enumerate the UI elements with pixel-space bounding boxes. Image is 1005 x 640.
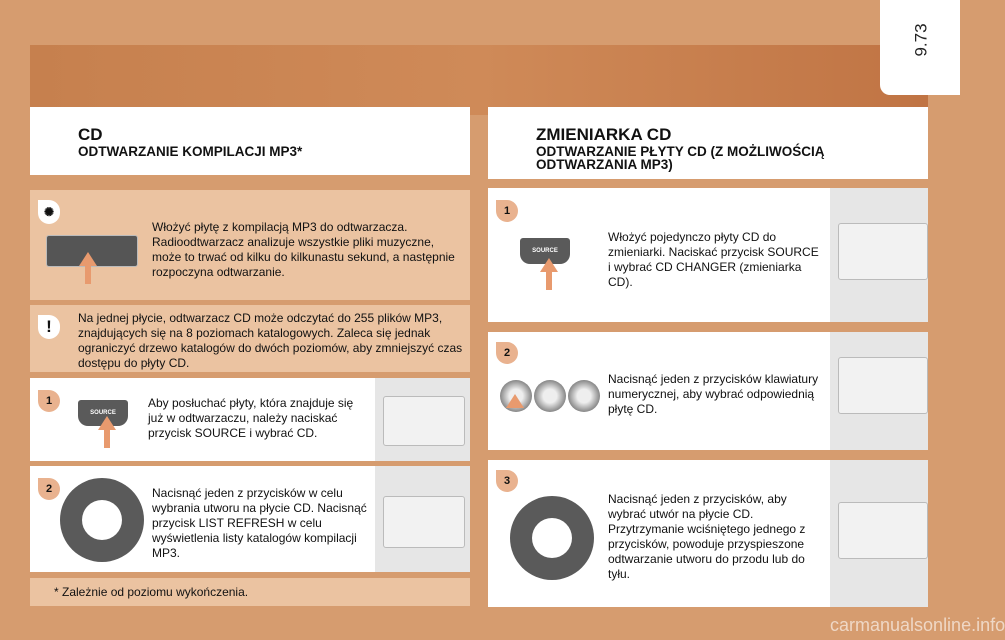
- number-button-icon: [534, 380, 566, 412]
- left-header: [30, 107, 470, 175]
- right-header: [488, 107, 928, 179]
- left-step-2: [30, 466, 470, 572]
- watermark: carmanualsonline.info: [830, 615, 1005, 635]
- radio-image: [375, 466, 470, 572]
- tip-box: [30, 190, 470, 300]
- sun-icon: ✺: [38, 200, 60, 224]
- navigation-pad-icon: [60, 478, 144, 562]
- header-band: [30, 45, 928, 115]
- step-badge: 2: [496, 342, 518, 364]
- step-badge: 1: [496, 200, 518, 222]
- arrow-stem: [546, 272, 552, 290]
- step-text: Włożyć pojedynczo płyty CD do zmieniarki. Naciskać przycisk SOURCE i wybrać CD CHANGER (zmieniarka CD).: [608, 230, 819, 289]
- arrow-stem: [104, 430, 110, 448]
- step-text: Nacisnąć jeden z przycisków, aby wybrać utwór na płycie CD. Przytrzymanie wciśniętego jednego z przycisków, powoduje przyspieszone odtwarzanie utworu do przodu lub do tyłu.: [608, 492, 806, 581]
- step-badge: 1: [38, 390, 60, 412]
- section-subtitle: ODTWARZANIE PŁYTY CD (Z MOŻLIWOŚCIĄ ODTWARZANIA MP3): [536, 144, 825, 172]
- step-text: Nacisnąć jeden z przycisków w celu wybrania utworu na płycie CD. Nacisnąć przycisk LIST REFRESH w celu wyświetlenia listy katalogów kompilacji MP3.: [152, 486, 367, 560]
- number-button-icon: [568, 380, 600, 412]
- source-button: SOURCE: [520, 238, 570, 264]
- section-title: CD: [78, 125, 103, 144]
- step-badge: 2: [38, 478, 60, 500]
- source-button: SOURCE: [78, 400, 128, 426]
- left-step-1: [30, 378, 470, 461]
- arrow-up-icon: [98, 416, 116, 430]
- section-subtitle: ODTWARZANIE KOMPILACJI MP3*: [78, 144, 303, 159]
- warning-icon: !: [38, 315, 60, 339]
- step-text: Aby posłuchać płyty, która znajduje się już w odtwarzaczu, należy naciskać przycisk SOURCE i wybrać CD.: [148, 396, 354, 440]
- arrow-stem: [85, 266, 91, 284]
- step-text: Nacisnąć jeden z przycisków klawiatury numerycznej, aby wybrać odpowiednią płytę CD.: [608, 372, 819, 416]
- section-title: ZMIENIARKA CD: [536, 125, 672, 144]
- radio-image: [830, 460, 928, 607]
- footnote: * Zależnie od poziomu wykończenia.: [54, 585, 249, 599]
- tip-text: Włożyć płytę z kompilacją MP3 do odtwarzacza. Radioodtwarzacz analizuje wszystkie pliki muzyczne, może to trwać od kilku do kilkunastu sekund, a następnie rozpoczyna odtwarzanie.: [152, 220, 455, 279]
- radio-image: [830, 332, 928, 450]
- arrow-up-icon: [79, 252, 97, 266]
- right-step-2: [488, 332, 928, 450]
- warning-text: Na jednej płycie, odtwarzacz CD może odczytać do 255 plików MP3, znajdujących się na 8 poziomach katalogowych. Zaleca się jednak ograniczyć drzewo katalogów do dwóch poziomów, aby zmniejszyć czas dostępu do płyty CD.: [78, 311, 463, 370]
- radio-image: [375, 378, 470, 461]
- right-step-3: [488, 460, 928, 607]
- arrow-up-icon: [506, 394, 524, 408]
- navigation-pad-icon: [510, 496, 594, 580]
- radio-image: [830, 188, 928, 322]
- warning-box: [30, 305, 470, 372]
- page-number: 9.73: [911, 23, 931, 57]
- step-badge: 3: [496, 470, 518, 492]
- right-step-1: [488, 188, 928, 322]
- arrow-up-icon: [540, 258, 558, 272]
- footnote-box: [30, 578, 470, 606]
